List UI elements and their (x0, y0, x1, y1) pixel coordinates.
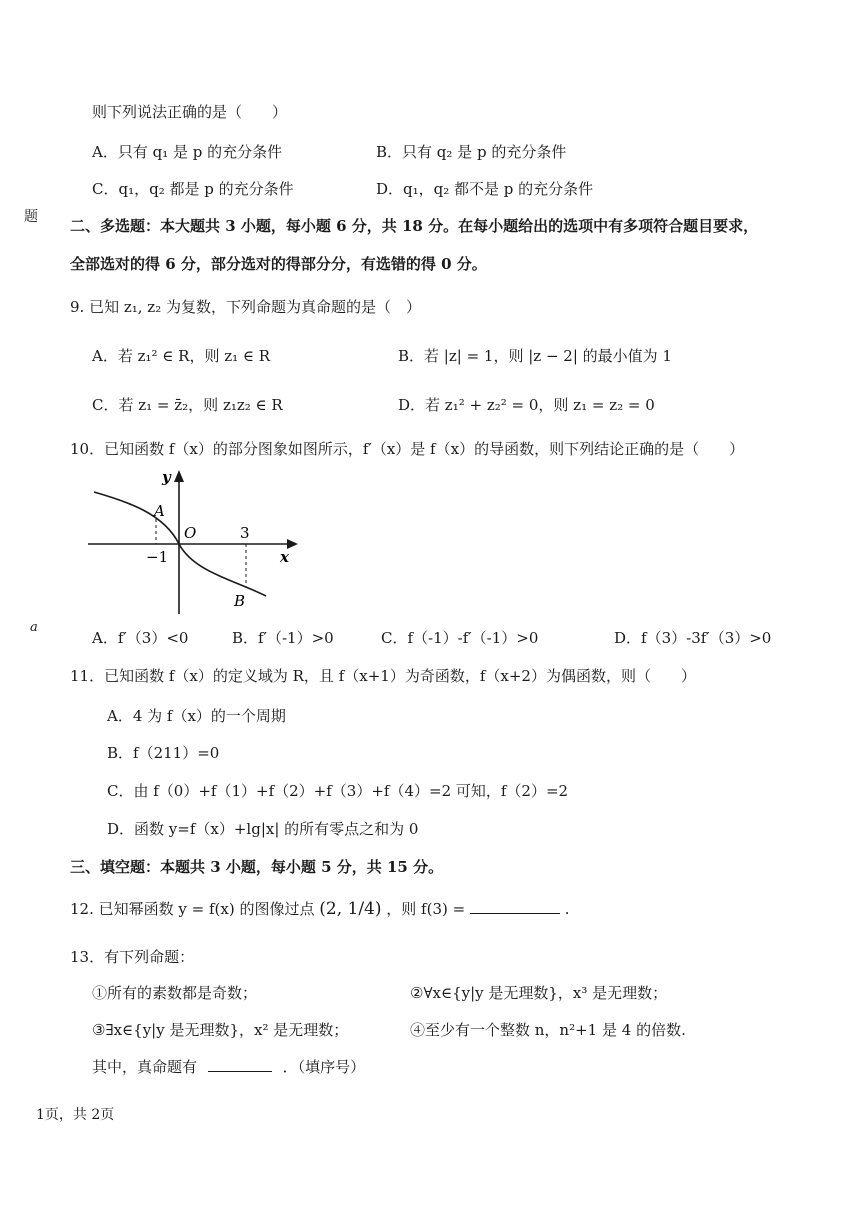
y-axis-label: y (162, 468, 171, 486)
x-axis-label: x (280, 548, 289, 566)
q13-answer-before: 其中，真命题有 (92, 1058, 198, 1076)
q10-option-a: A．f′（3）<0 (92, 629, 189, 647)
q9-option-a: A．若 z₁² ∈ R，则 z₁ ∈ R (92, 347, 271, 365)
q11-option-a: A．4 为 f（x）的一个周期 (107, 707, 286, 725)
q11-stem: 11．已知函数 f（x）的定义域为 R，且 f（x+1）为奇函数，f（x+2）为偶函数，则（ ） (70, 667, 696, 685)
q10-stem: 10．已知函数 f（x）的部分图象如图所示，f′（x）是 f（x）的导函数，则下列结论正确的是（ ） (70, 440, 745, 458)
section2-heading-line2: 全部选对的得 6 分，部分选对的得部分分，有选错的得 0 分。 (70, 255, 487, 273)
section3-heading: 三、填空题：本题共 3 小题，每小题 5 分，共 15 分。 (70, 858, 444, 876)
q8-option-c: C．q₁，q₂ 都是 p 的充分条件 (92, 180, 294, 198)
q13-item-1: ①所有的素数都是奇数； (92, 984, 258, 1002)
page-footer: 1页，共 2页 (36, 1107, 115, 1123)
point-a-label: A (154, 502, 165, 520)
section2-heading-line1: 二、多选题：本大题共 3 小题，每小题 6 分，共 18 分。在每小题给出的选项中有多项符合题目要求， (70, 217, 759, 235)
q10-option-d: D．f（3）-3f′（3）>0 (614, 629, 772, 647)
q12-stem (70, 898, 570, 919)
q10-option-c: C．f（-1）-f′（-1）>0 (381, 629, 539, 647)
q13-item-4: ④至少有一个整数 n，n²+1 是 4 的倍数. (410, 1021, 686, 1039)
q9-stem: 9. 已知 z₁, z₂ 为复数，下列命题为真命题的是（ ） (70, 298, 421, 316)
q12-stem-end: . (564, 900, 570, 918)
q13-stem: 13．有下列命题： (70, 948, 195, 966)
margin-mark-bottom: a (30, 620, 38, 635)
q10-function-graph (84, 462, 308, 618)
q13-item-2: ②∀x∈{y|y 是无理数}，x³ 是无理数； (410, 984, 668, 1002)
q9-option-d: D．若 z₁² + z₂² = 0，则 z₁ = z₂ = 0 (398, 396, 655, 414)
q13-answer-line (92, 1056, 365, 1077)
tick-label-right: 3 (240, 524, 250, 542)
y-axis-arrow-icon (174, 470, 184, 482)
point-b-label: B (234, 592, 246, 610)
margin-mark-top: 题 (24, 209, 38, 225)
q12-answer-blank[interactable] (470, 913, 560, 914)
q11-option-c: C．由 f（0）+f（1）+f（2）+f（3）+f（4）=2 可知，f（2）=2 (107, 782, 569, 800)
q9-option-b: B．若 |z| = 1，则 |z − 2| 的最小值为 1 (398, 347, 672, 365)
q12-stem-after: ，则 f(3) = (386, 900, 466, 918)
q12-point: (2, 1/4) (319, 899, 382, 919)
q13-answer-blank[interactable] (208, 1071, 272, 1072)
q8-option-a: A．只有 q₁ 是 p 的充分条件 (92, 143, 283, 161)
q8-stem: 则下列说法正确的是（ ） (92, 103, 288, 121)
q8-option-d: D．q₁，q₂ 都不是 p 的充分条件 (376, 180, 594, 198)
q9-option-c: C．若 z₁ = z̄₂，则 z₁z₂ ∈ R (92, 396, 283, 414)
origin-label: O (184, 524, 197, 542)
q13-item-3: ③∃x∈{y|y 是无理数}，x² 是无理数； (92, 1021, 349, 1039)
q13-answer-after: ．（填序号） (282, 1058, 366, 1076)
tick-label-left: −1 (146, 548, 169, 566)
q12-stem-before: 12. 已知幂函数 y = f(x) 的图像过点 (70, 900, 315, 918)
q10-option-b: B．f′（-1）>0 (232, 629, 334, 647)
q8-option-b: B．只有 q₂ 是 p 的充分条件 (376, 143, 567, 161)
q11-option-d: D．函数 y=f（x）+lg|x| 的所有零点之和为 0 (107, 820, 419, 838)
q11-option-b: B．f（211）=0 (107, 744, 220, 762)
